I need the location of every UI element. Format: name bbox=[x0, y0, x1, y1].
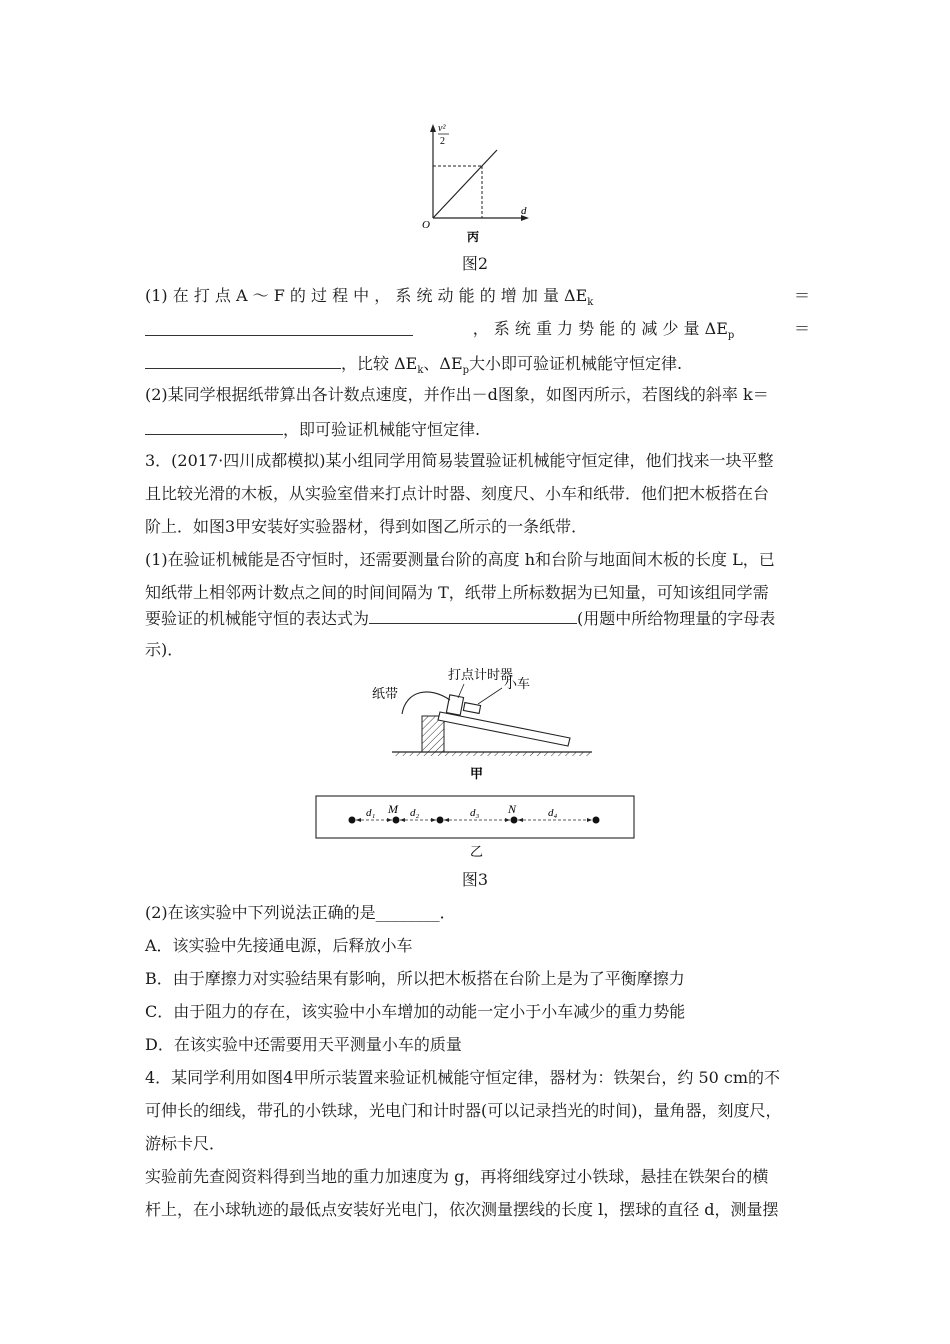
q3-line1: 3．(2017·四川成都模拟)某小组同学用简易装置验证机械能守恒定律，他们找来一块平整 bbox=[145, 451, 774, 470]
q3-option-b: B．由于摩擦力对实验结果有影响，所以把木板搭在台阶上是为了平衡摩擦力 bbox=[145, 969, 685, 988]
tape-dot bbox=[349, 817, 356, 824]
figure-3-caption: 图3 bbox=[461, 870, 489, 889]
figure-sublabel-yi: 乙 bbox=[470, 844, 484, 859]
timer-device bbox=[446, 695, 463, 715]
paper-tape bbox=[402, 692, 450, 714]
answer-blank-delta-ek[interactable] bbox=[145, 319, 413, 336]
q3-part1-line3: 要验证的机械能守恒的表达式为 (用题中所给物理量的字母表 bbox=[145, 609, 776, 628]
wooden-board bbox=[438, 712, 570, 746]
q2-part2-line2: ，即可验证机械能守恒定律. bbox=[145, 418, 810, 440]
q2-part1-line1 bbox=[145, 286, 810, 313]
q3-part2: (2)在该实验中下列说法正确的是________． bbox=[145, 903, 456, 922]
tape-dot bbox=[393, 817, 400, 824]
origin-label: O bbox=[422, 219, 430, 231]
q2-part1-potential-text: ， 系 统 重 力 势 能 的 减 少 量 $\Delta E_p$ bbox=[472, 319, 735, 342]
q3-option-a: A．该实验中先接通电源，后释放小车 bbox=[145, 936, 413, 955]
q3-option-c: C．由于阻力的存在，该实验中小车增加的动能一定小于小车减少的重力势能 bbox=[145, 1002, 686, 1021]
figure-sublabel: 丙 bbox=[467, 230, 480, 244]
q4-line3: 游标卡尺． bbox=[145, 1134, 226, 1153]
figure-sublabel-jia: 甲 bbox=[470, 766, 484, 781]
tape-dot bbox=[511, 817, 518, 824]
q2-part1-line3: ，比较 $\Delta E_k$、$\Delta E_p$大小即可验证机械能守恒定律. bbox=[145, 352, 810, 381]
y-label-denominator: 2 bbox=[440, 136, 445, 147]
label-n: N bbox=[508, 802, 517, 816]
step-block bbox=[422, 716, 444, 752]
label-d4: d₄ bbox=[548, 807, 558, 819]
figure-2-caption: 图2 bbox=[461, 254, 489, 273]
q3-line3: 阶上．如图3甲安装好实验器材，得到如图乙所示的一条纸带． bbox=[145, 517, 588, 536]
q4-line2: 可伸长的细线，带孔的小铁球，光电门和计时器(可以记录挡光的时间)，量角器，刻度尺， bbox=[145, 1101, 782, 1120]
tape-dot bbox=[437, 817, 444, 824]
q2-part1-equals: ＝ bbox=[793, 286, 810, 305]
q2-part1-equals-2: ＝ bbox=[793, 319, 810, 338]
timer-pointer bbox=[458, 684, 464, 698]
y-label-numerator: v² bbox=[438, 123, 446, 134]
answer-blank-delta-ep[interactable] bbox=[145, 352, 341, 369]
q2-part1-text: (1) 在 打 点 A ～ F 的 过 程 中 ， 系 统 动 能 的 增 加 量 $\Delta E_k$ bbox=[145, 286, 594, 309]
q3-part1-line4: 示)． bbox=[145, 640, 184, 659]
label-d1: d₁ bbox=[366, 807, 376, 819]
q4-line1: 4．某同学利用如图4甲所示装置来验证机械能守恒定律，器材为：铁架台，约 50 cm的不 bbox=[145, 1068, 781, 1087]
data-line bbox=[433, 150, 497, 218]
figure-2-graph bbox=[405, 118, 545, 248]
cart-pointer bbox=[478, 688, 502, 704]
tape-dot bbox=[593, 817, 600, 824]
label-paper-tape: 纸带 bbox=[372, 686, 399, 701]
q4-line4: 实验前先查阅资料得到当地的重力加速度为 g，再将细线穿过小铁球，悬挂在铁架台的横 bbox=[145, 1167, 769, 1186]
q3-part1-line1: (1)在验证机械能是否守恒时，还需要测量台阶的高度 h和台阶与地面间木板的长度 L，已 bbox=[145, 550, 775, 569]
q3-option-d: D．在该实验中还需要用天平测量小车的质量 bbox=[145, 1035, 462, 1054]
x-axis-label: d bbox=[521, 205, 527, 217]
answer-blank-expression[interactable] bbox=[369, 607, 577, 624]
q3-line2: 且比较光滑的木板，从实验室借来打点计时器、刻度尺、小车和纸带．他们把木板搭在台 bbox=[145, 484, 770, 503]
cart bbox=[463, 703, 480, 714]
answer-blank-slope[interactable] bbox=[145, 418, 283, 435]
q2-part1-line2 bbox=[145, 319, 810, 346]
q2-part2-line1: (2)某同学根据纸带算出各计数点速度，并作出－d图象，如图丙所示，若图线的斜率 k＝ bbox=[145, 385, 769, 404]
label-timer: 打点计时器 bbox=[448, 667, 514, 682]
y-axis-arrow bbox=[430, 124, 436, 132]
ground-hatch bbox=[392, 752, 592, 756]
label-cart: 小车 bbox=[504, 676, 531, 691]
label-d2: d₂ bbox=[410, 807, 420, 819]
q4-line5: 杆上，在小球轨迹的最低点安装好光电门，依次测量摆线的长度 l，摆球的直径 d，测量摆 bbox=[145, 1200, 779, 1219]
figure-3-paper-tape bbox=[310, 792, 640, 862]
q3-part1-line2: 知纸带上相邻两计数点之间的时间间隔为 T，纸带上所标数据为已知量，可知该组同学需 bbox=[145, 583, 769, 602]
label-d3: d₃ bbox=[470, 807, 480, 819]
label-m: M bbox=[388, 802, 398, 816]
figure-3-apparatus bbox=[360, 664, 620, 782]
